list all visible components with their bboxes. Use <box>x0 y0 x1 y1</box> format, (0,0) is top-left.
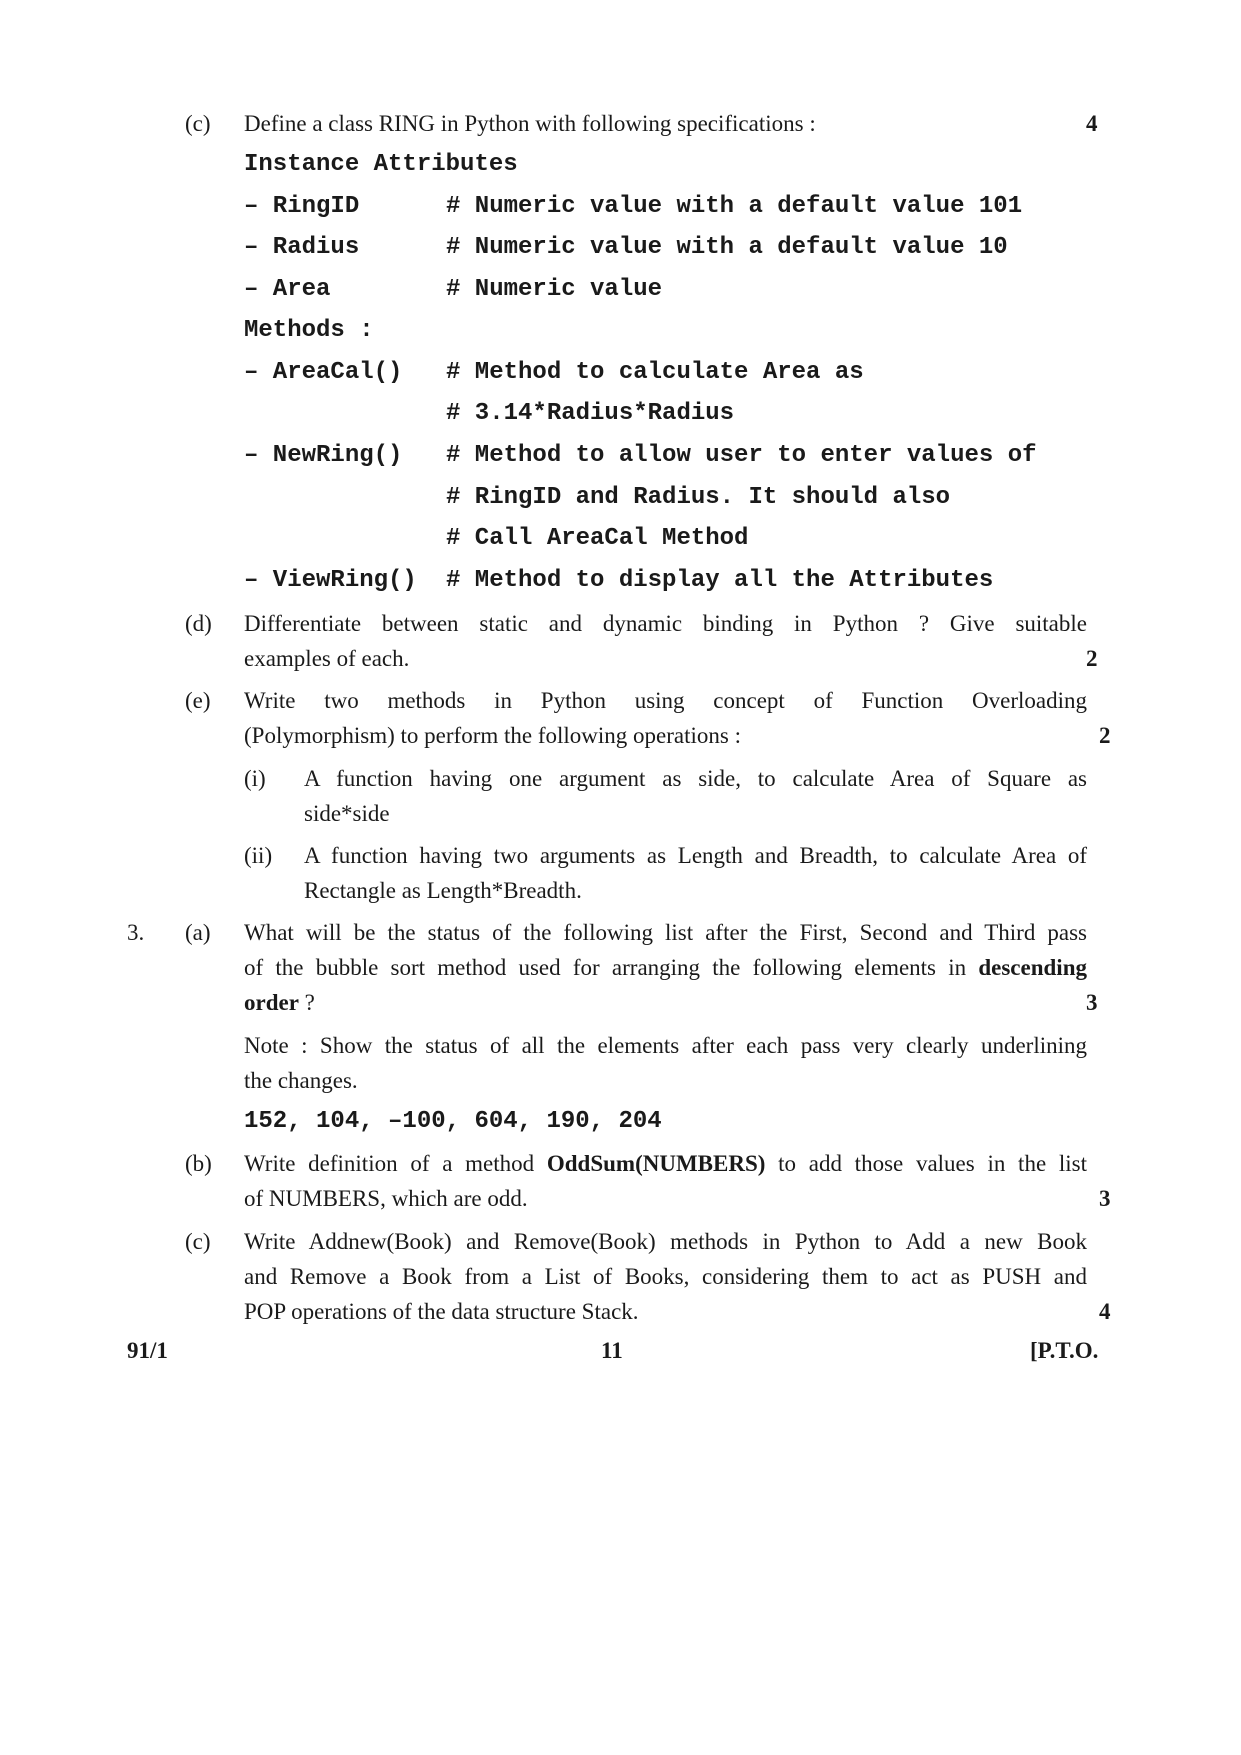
code-method-areacal-comment2: # 3.14*Radius*Radius <box>446 400 735 427</box>
q2d-label: (d) <box>185 611 212 636</box>
q2d-line2: examples of each. <box>244 646 410 671</box>
q2e-line1: Write two methods in Python using concept of Function Overloading <box>244 688 1087 713</box>
q2e-i-line1: A function having one argument as side, to calculate Area of Square as <box>304 766 1087 791</box>
q2e-i-line2: side*side <box>304 801 390 826</box>
q3c-label: (c) <box>185 1229 211 1254</box>
q3a-list: 152, 104, –100, 604, 190, 204 <box>244 1108 662 1135</box>
footer-pto: [P.T.O. <box>1030 1338 1099 1363</box>
q3b-line1-text: Write definition of a method <box>244 1151 547 1176</box>
q2e-ii-line1: A function having two arguments as Length and Breadth, to calculate Area of <box>304 843 1087 868</box>
q2e-ii-label: (ii) <box>244 843 273 868</box>
code-attr-radius-comment: # Numeric value with a default value 10 <box>446 234 1008 261</box>
q3c-marks: 4 <box>1099 1299 1111 1324</box>
q3a-line2-bold: descending <box>978 955 1087 980</box>
code-method-viewring-comment: # Method to display all the Attributes <box>446 567 994 594</box>
code-method-newring: – NewRing() <box>244 442 403 469</box>
code-method-newring-comment2: # RingID and Radius. It should also <box>446 484 951 511</box>
q2e-line2: (Polymorphism) to perform the following operations : <box>244 723 741 748</box>
q3a-label: (a) <box>185 920 211 945</box>
code-method-newring-comment1: # Method to allow user to enter values of <box>446 442 1037 469</box>
code-instance-attributes: Instance Attributes <box>244 151 518 178</box>
code-attr-ringid: – RingID <box>244 193 360 220</box>
q2c-label: (c) <box>185 111 211 136</box>
q2e-i-label: (i) <box>244 766 266 791</box>
q3a-line1: What will be the status of the following list after the First, Second and Third pass <box>244 920 1087 945</box>
code-attr-area: – Area <box>244 276 331 303</box>
q2e-marks: 2 <box>1099 723 1111 748</box>
q3c-line2: and Remove a Book from a List of Books, considering them to act as PUSH and <box>244 1264 1087 1289</box>
q3a-line2-text: of the bubble sort method used for arranging the following elements in <box>244 955 979 980</box>
code-methods: Methods : <box>244 317 374 344</box>
code-method-areacal-comment1: # Method to calculate Area as <box>446 359 864 386</box>
q2d-line1: Differentiate between static and dynamic binding in Python ? Give suitable <box>244 611 1087 636</box>
q3a-note-line1: Note : Show the status of all the elements after each pass very clearly underlining <box>244 1033 1087 1058</box>
q3b-method-name: OddSum(NUMBERS) <box>546 1151 766 1176</box>
q2d-marks: 2 <box>1086 646 1098 671</box>
q3a-line3-bold: order <box>244 990 299 1015</box>
q3a-line3-text: ? <box>298 990 315 1015</box>
q3b-label: (b) <box>185 1151 212 1176</box>
q3c-line1: Write Addnew(Book) and Remove(Book) methods in Python to Add a new Book <box>244 1229 1087 1254</box>
code-method-newring-comment3: # Call AreaCal Method <box>446 525 749 552</box>
q3b-marks: 3 <box>1099 1186 1111 1211</box>
footer-paper-code: 91/1 <box>127 1338 168 1363</box>
q2e-ii-line2: Rectangle as Length*Breadth. <box>304 878 582 903</box>
q3b-line2: of NUMBERS, which are odd. <box>244 1186 528 1211</box>
code-attr-ringid-comment: # Numeric value with a default value 101 <box>446 193 1023 220</box>
q3b-line1-rest: to add those values in the list <box>765 1151 1087 1176</box>
q3a-note-line2: the changes. <box>244 1068 358 1093</box>
code-attr-radius: – Radius <box>244 234 360 261</box>
q3a-line2 <box>244 948 1087 987</box>
q3a-marks: 3 <box>1086 990 1098 1015</box>
q3a-line3 <box>244 983 315 1022</box>
q3c-line3: POP operations of the data structure Stack. <box>244 1299 639 1324</box>
code-attr-area-comment: # Numeric value <box>446 276 663 303</box>
code-method-viewring: – ViewRing() <box>244 567 417 594</box>
q3b-line1 <box>244 1144 1087 1183</box>
code-method-areacal: – AreaCal() <box>244 359 403 386</box>
q2c-marks: 4 <box>1086 111 1098 136</box>
q2c-text: Define a class RING in Python with following specifications : <box>244 111 816 136</box>
footer-page-number: 11 <box>601 1338 623 1363</box>
q2e-label: (e) <box>185 688 211 713</box>
q3-number: 3. <box>127 920 145 945</box>
